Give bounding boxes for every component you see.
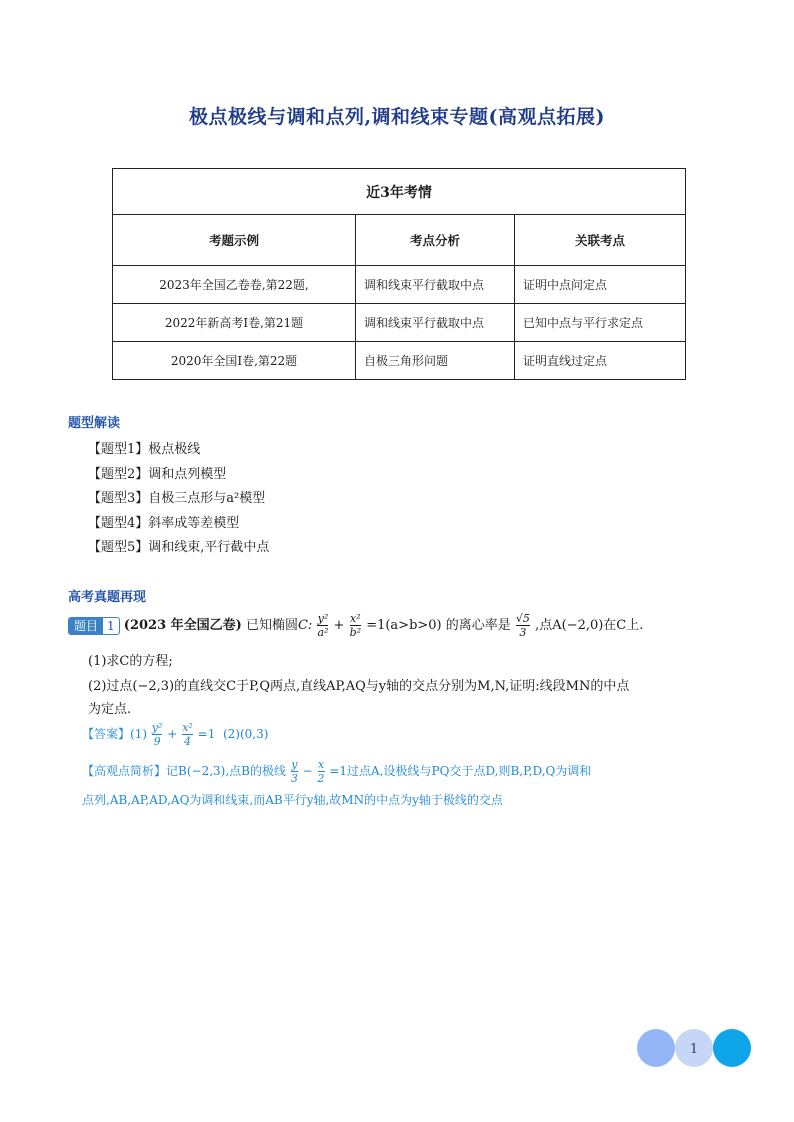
eccentricity-fraction: $\frac{√5}{3}$ <box>515 612 530 639</box>
fraction: $\frac{y}{3}$ <box>290 758 298 785</box>
type-item-3: 【题型3】自极三点形与a²模型 <box>88 491 266 506</box>
table-cell: 调和线束平行截取中点 <box>356 266 515 304</box>
table-row <box>113 304 686 342</box>
table-cell: 证明中点问定点 <box>515 266 686 304</box>
problem-badge <box>68 617 120 635</box>
fraction: $\frac{\text{y²}}{\text{a²}}$ <box>317 612 329 639</box>
type-item-1: 【题型1】极点极线 <box>88 442 201 457</box>
table-header-example: 考题示例 <box>113 215 356 266</box>
table-cell: 自极三角形问题 <box>356 342 515 380</box>
deco-circle-dark <box>713 1029 751 1067</box>
table-cell: 已知中点与平行求定点 <box>515 304 686 342</box>
type-item-4: 【题型4】斜率成等差模型 <box>88 515 240 531</box>
page-title: 极点极线与调和点列,调和线束专题(高观点拓展) <box>188 106 606 128</box>
table-cell: 2023年全国乙卷卷,第22题, <box>113 266 356 304</box>
fraction: $\frac{\text{x²}}{\text{b²}}$ <box>349 612 362 639</box>
equation-condition: =1(a>b>0) <box>366 618 442 633</box>
page-number-decoration <box>636 1028 752 1068</box>
table-row <box>113 342 686 380</box>
problem-source: (2023 年全国乙卷) <box>123 618 242 633</box>
brief-analysis-line-2: 点列,AB,AP,AD,AQ为调和线束,而AB平行y轴,故MN的中点为y轴于极线的交点 <box>82 793 503 807</box>
badge-number: 1 <box>107 618 115 633</box>
problem-stem: 题目 1 (2023 年全国乙卷) 已知椭圆C: $\frac{\text{y²}}{\text{a²}}$ + $\frac{\text{x²}}{\text{b²}}$ =1(a>b>0) 的离心率是 $\frac{√5}{3}$ ,点A(−2,0)在C上. <box>68 612 748 640</box>
question-1: (1)求C的方程; <box>88 654 173 669</box>
brief-label: 【高观点简析】 <box>82 764 167 778</box>
fraction: $\frac{\text{x²}}{4}$ <box>182 721 193 748</box>
table-cell: 调和线束平行截取中点 <box>356 304 515 342</box>
type-item-5: 【题型5】调和线束,平行截中点 <box>88 540 270 555</box>
table-caption: 近3年考情 <box>113 169 686 215</box>
table-cell: 证明直线过定点 <box>515 342 686 380</box>
table-cell: 2022年新高考I卷,第21题 <box>113 304 356 342</box>
type-item-2: 【题型2】调和点列模型 <box>88 466 227 482</box>
brief-analysis: 【高观点简析】记B(−2,3),点B的极线 $\frac{y}{3}$ − $\frac{x}{2}$ =1过点A,设极线与PQ交于点D,则B,P,D,Q为调和 <box>82 758 592 785</box>
section-title-types: 题型解读 <box>68 416 121 431</box>
table-header-analysis: 考点分析 <box>356 215 515 266</box>
section-title-real-exam: 高考真题再现 <box>68 590 147 605</box>
ellipse-label: C: <box>297 618 313 633</box>
type-list <box>88 438 269 561</box>
question-2-line-1: (2)过点(−2,3)的直线交C于P,Q两点,直线AP,AQ与y轴的交点分别为M,N,证明:线段MN的中点 <box>88 679 630 694</box>
page-number: 1 <box>689 1042 699 1057</box>
exam-trend-table <box>112 168 686 380</box>
deco-circle-light <box>637 1029 675 1067</box>
problem-block <box>68 612 748 808</box>
fraction: $\frac{x}{2}$ <box>317 758 325 785</box>
answer: 【答案】(1) $\frac{\text{y²}}{9}$ + $\frac{\text{x²}}{4}$ =1 (2)(0,3) <box>82 721 269 748</box>
table-header-related: 关联考点 <box>515 215 686 266</box>
table-cell: 2020年全国I卷,第22题 <box>113 342 356 380</box>
badge-label: 题目 <box>69 618 103 634</box>
question-2-line-2: 为定点. <box>88 702 132 717</box>
answer-label: 【答案】 <box>82 727 131 741</box>
stem-pre: 已知椭圆 <box>245 618 298 633</box>
fraction: $\frac{\text{y²}}{9}$ <box>151 721 163 748</box>
table-row <box>113 266 686 304</box>
